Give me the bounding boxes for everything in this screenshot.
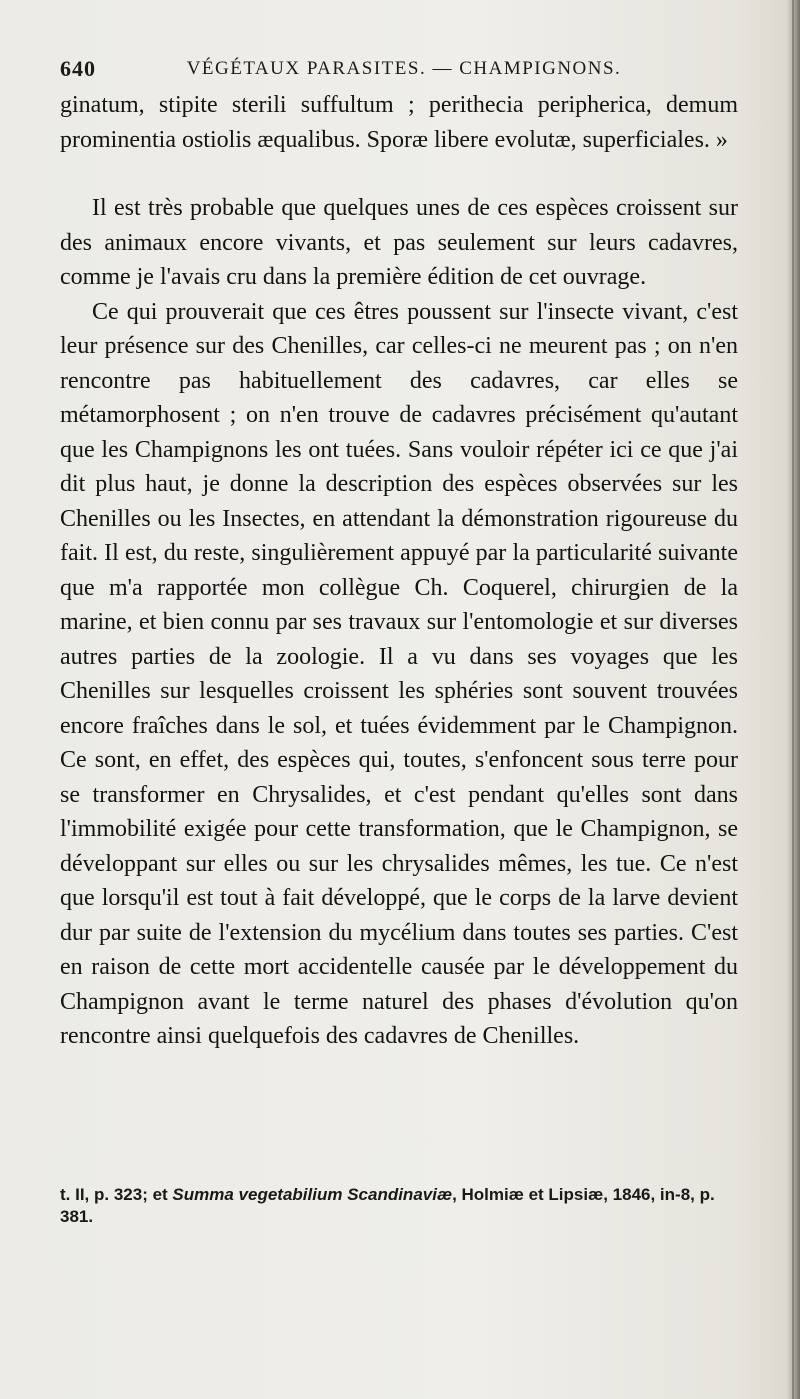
body-text [60, 88, 738, 1054]
footnote [60, 1184, 740, 1228]
footnote-text-after: , Holmiæ et Lipsiæ, 1846, in-8, p. 381. [60, 1185, 715, 1226]
footnote-work-title: Summa vegetabilium Scandinaviæ [172, 1185, 453, 1204]
paragraph: ginatum, stipite sterili suffultum ; perithecia peripherica, demum prominentia ostiolis æqualibus. Sporæ libere evolutæ, superficiales. » [60, 92, 738, 153]
paragraph: Il est très probable que quelques unes de ces espèces croissent sur des animaux encore vivants, et pas seulement sur leurs cadavres, comme je l'avais cru dans la première édition de cet ouvrage. [60, 195, 738, 290]
page-number: 640 [60, 56, 96, 81]
page-header [60, 56, 740, 84]
page-edge-line [792, 0, 794, 1399]
running-head: VÉGÉTAUX PARASITES. — CHAMPIGNONS. [186, 58, 622, 79]
footnote-text-before: t. II, p. 323; et [60, 1185, 173, 1204]
paragraph: Ce qui prouverait que ces êtres poussent sur l'insecte vivant, c'est leur présence sur des Chenilles, car celles-ci ne meurent pas ; on n'en rencontre pas habituellement des cadavres, car elles se métamorphosent ; on n'en trouve de cadavres précisément qu'autant que les Champignons les ont tuées. Sans vouloir répéter ici ce que j'ai dit plus haut, je donne la description des espèces observées sur les Chenilles ou les Insectes, en attendant la démonstration rigoureuse du fait. Il est, du reste, singulièrement appuyé par la particularité suivante que m'a rapportée mon collègue Ch. Coquerel, chirurgien de la marine, et bien connu par ses travaux sur l'entomologie et sur diverses autres parties de la zoologie. Il a vu dans ses voyages que les Chenilles sur lesquelles croissent les sphéries sont souvent trouvées encore fraîches dans le sol, et tuées évidemment par le Champignon. Ce sont, en effet, des espèces qui, toutes, s'enfoncent sous terre pour se transformer en Chrysalides, et c'est pendant qu'elles sont dans l'immobilité exigée pour cette transformation, que le Champignon, se développant sur elles ou sur les chrysalides mêmes, les tue. Ce n'est que lorsqu'il est tout à fait développé, que le corps de la larve devient dur par suite de l'extension du mycélium dans toutes ses parties. C'est en raison de cette mort accidentelle causée par le développement du Champignon avant le terme naturel des phases d'évolution qu'on rencontre ainsi quelquefois des cadavres de Chenilles. [60, 298, 738, 1049]
